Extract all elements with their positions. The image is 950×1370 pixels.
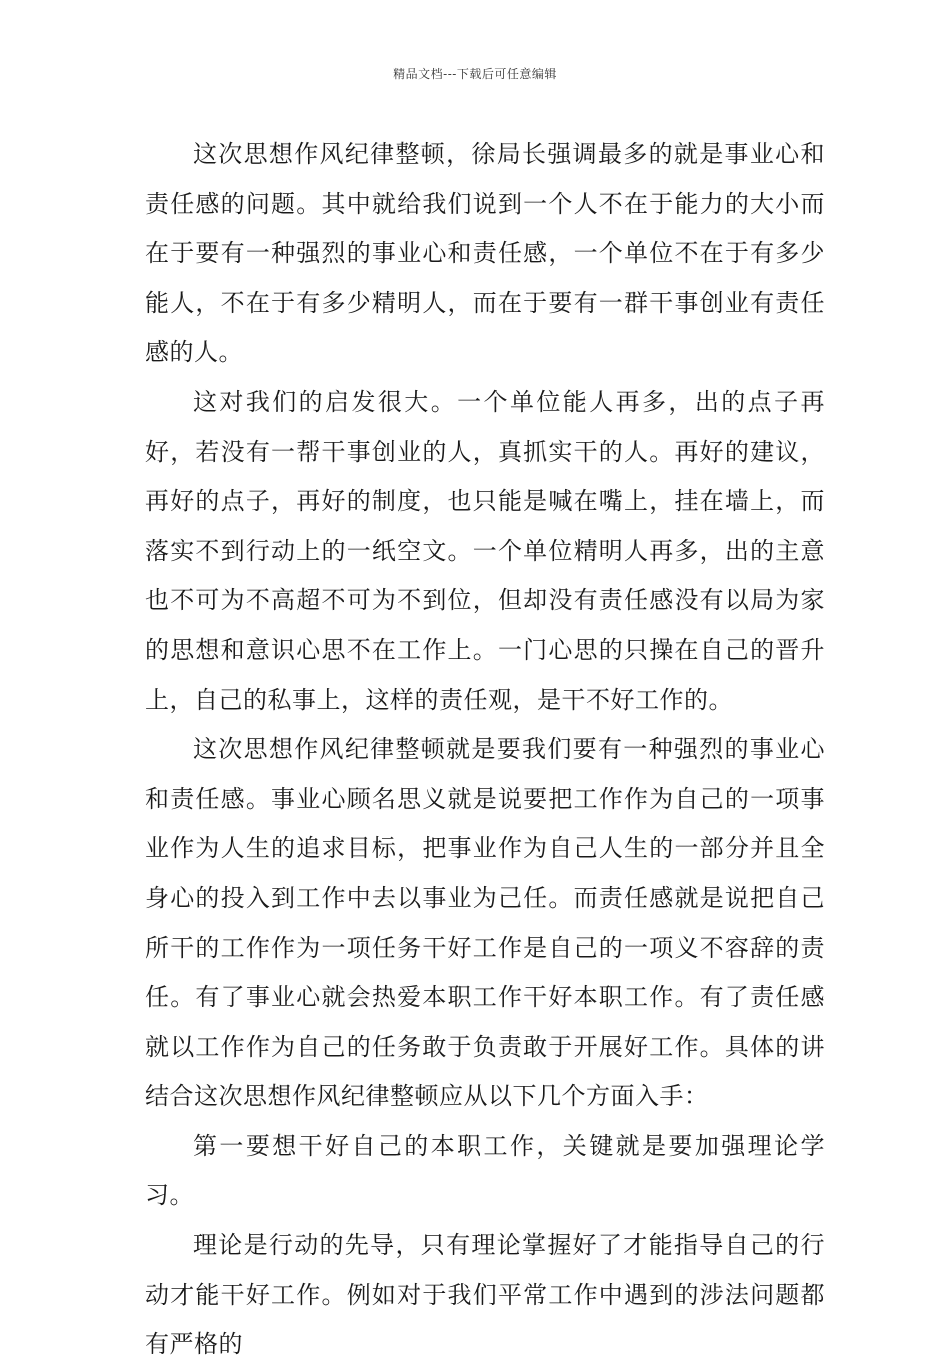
paragraph-4: 第一要想干好自己的本职工作，关键就是要加强理论学习。	[145, 1131, 825, 1210]
document-body	[145, 130, 825, 1370]
paragraph-3: 这次思想作风纪律整顿就是要我们要有一种强烈的事业心和责任感。事业心顾名思义就是说要把工作作为自己的一项事业作为人生的追求目标，把事业作为自己人生的一部分并且全身心的投入到工作中去以事业为己任。而责任感就是说把自己所干的工作作为一项任务干好工作是自己的一项义不容辞的责任。有了事业心就会热爱本职工作干好本职工作。有了责任感就以工作作为自己的任务敢于负责敢于开展好工作。具体的讲结合这次思想作风纪律整顿应从以下几个方面入手：	[145, 735, 825, 1111]
paragraph-2: 这对我们的启发很大。一个单位能人再多，出的点子再好，若没有一帮干事创业的人，真抓实干的人。再好的建议，再好的点子，再好的制度，也只能是喊在嘴上，挂在墙上，而落实不到行动上的一纸空文。一个单位精明人再多，出的主意也不可为不高超不可为不到位，但却没有责任感没有以局为家的思想和意识心思不在工作上。一门心思的只操在自己的晋升上，自己的私事上，这样的责任观，是干不好工作的。	[145, 387, 825, 714]
paragraph-5: 理论是行动的先导，只有理论掌握好了才能指导自己的行动才能干好工作。例如对于我们平常工作中遇到的涉法问题都有严格的	[145, 1231, 825, 1359]
page-header: 精品文档---下载后可任意编辑	[393, 67, 557, 81]
paragraph-1: 这次思想作风纪律整顿，徐局长强调最多的就是事业心和责任感的问题。其中就给我们说到一个人不在于能力的大小而在于要有一种强烈的事业心和责任感，一个单位不在于有多少能人，不在于有多少精明人，而在于要有一群干事创业有责任感的人。	[145, 140, 825, 367]
